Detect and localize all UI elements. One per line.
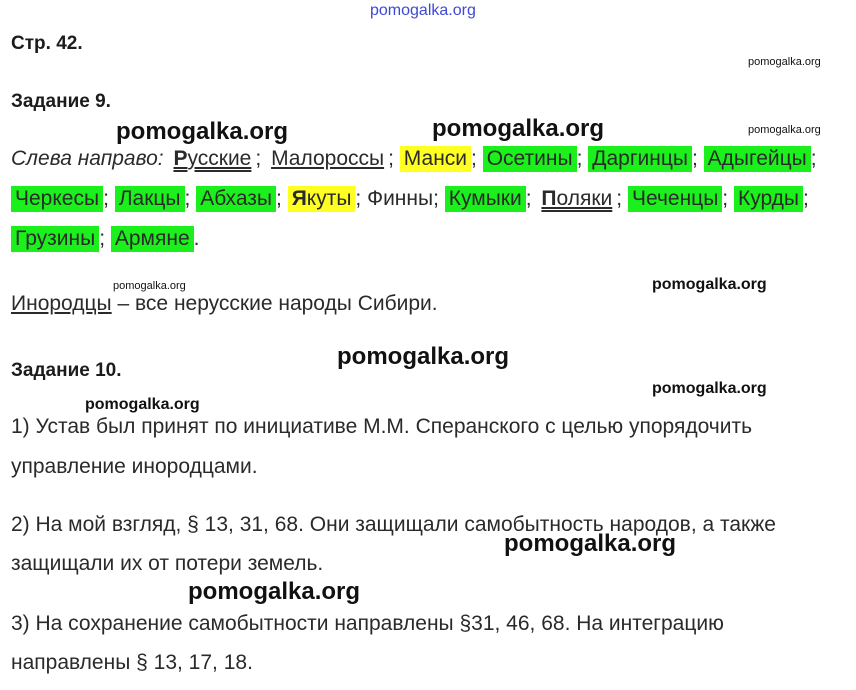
ethnic-group-item bbox=[169, 146, 255, 172]
list-separator: . bbox=[193, 227, 200, 250]
list-separator: ; bbox=[691, 147, 698, 170]
list-separator: ; bbox=[810, 147, 817, 170]
ethnic-group-prefix: Грузины bbox=[15, 227, 96, 250]
answer-1-line-2: управление инородцами. bbox=[11, 455, 258, 478]
answer-3-line-2: направлены § 13, 17, 18. bbox=[11, 651, 253, 674]
ethnic-group-prefix: Кумыки bbox=[448, 187, 522, 210]
ethnic-group-prefix: Абхазы bbox=[200, 187, 272, 210]
ethnic-group-prefix: Черкесы bbox=[15, 187, 100, 210]
ethnic-group-item bbox=[288, 186, 356, 212]
answer-1-line-1: 1) Устав был принят по инициативе М.М. Сперанского с целью упорядочить bbox=[11, 415, 753, 438]
ethnic-group-item bbox=[400, 146, 471, 172]
definition-text: – все нерусские народы Сибири. bbox=[111, 292, 438, 315]
ethnic-group-prefix: Манси bbox=[403, 147, 468, 170]
list-separator: ; bbox=[388, 147, 394, 170]
page-label: Стр. 42. bbox=[11, 33, 83, 54]
watermark-small: pomogalka.org bbox=[748, 56, 821, 68]
watermark-large: pomogalka.org bbox=[432, 115, 605, 142]
ethnic-group-item bbox=[734, 186, 803, 212]
ethnic-group-item bbox=[11, 186, 103, 212]
ethnic-group-rest: Малороссы bbox=[271, 147, 385, 170]
ethnic-group-item bbox=[483, 146, 577, 172]
ethnic-group-item bbox=[11, 226, 99, 252]
ethnic-group-prefix: Лакцы bbox=[118, 187, 181, 210]
ethnic-group-prefix: П bbox=[541, 187, 557, 210]
ethnic-group-rest: усские bbox=[187, 147, 252, 170]
watermark-medium: pomogalka.org bbox=[652, 276, 767, 293]
ethnic-list-line-1 bbox=[11, 146, 817, 172]
list-separator: ; bbox=[722, 187, 729, 210]
ethnic-list-line-3 bbox=[11, 226, 200, 252]
watermark-medium: pomogalka.org bbox=[652, 380, 767, 397]
list-separator: ; bbox=[276, 187, 282, 210]
list-separator: ; bbox=[99, 227, 106, 250]
watermark-small: pomogalka.org bbox=[113, 280, 186, 292]
list-separator: ; bbox=[255, 147, 262, 170]
list-lead: Слева направо: bbox=[11, 147, 164, 170]
ethnic-group-prefix: Курды bbox=[737, 187, 800, 210]
ethnic-group-item bbox=[267, 146, 388, 172]
list-separator: ; bbox=[433, 187, 439, 210]
ethnic-list-line-2 bbox=[11, 186, 809, 212]
definition-term: Инородцы bbox=[11, 292, 112, 315]
list-separator: ; bbox=[103, 187, 109, 210]
ethnic-group-prefix: Чеченцы bbox=[631, 187, 719, 210]
list-separator: ; bbox=[803, 187, 809, 210]
ethnic-group-item bbox=[704, 146, 811, 172]
watermark-medium: pomogalka.org bbox=[85, 396, 200, 413]
ethnic-group-item bbox=[111, 226, 194, 252]
ethnic-group-prefix: Финны bbox=[367, 187, 434, 210]
answer-3-line-1: 3) На сохранение самобытности направлены §31, 46, 68. На интеграцию bbox=[11, 612, 724, 635]
ethnic-group-prefix: Армяне bbox=[114, 227, 190, 250]
list-separator: ; bbox=[525, 187, 532, 210]
task9-title: Задание 9. bbox=[11, 91, 111, 112]
list-separator: ; bbox=[355, 187, 362, 210]
ethnic-group-item bbox=[628, 186, 722, 212]
ethnic-group-rest: куты bbox=[306, 187, 352, 210]
watermark-top: pomogalka.org bbox=[370, 2, 476, 19]
ethnic-group-item bbox=[367, 186, 433, 212]
answer-2-line-2: защищали их от потери земель. bbox=[11, 552, 324, 575]
ethnic-group-item bbox=[115, 186, 185, 212]
ethnic-group-item bbox=[537, 186, 616, 212]
ethnic-group-prefix: Р bbox=[173, 147, 188, 170]
watermark-large: pomogalka.org bbox=[504, 530, 677, 557]
ethnic-group-prefix: Осетины bbox=[486, 147, 573, 170]
watermark-large: pomogalka.org bbox=[337, 343, 510, 370]
ethnic-group-item bbox=[445, 186, 526, 212]
watermark-large: pomogalka.org bbox=[188, 578, 361, 605]
ethnic-group-prefix: Я bbox=[291, 187, 307, 210]
watermark-small: pomogalka.org bbox=[748, 124, 821, 136]
ethnic-group-prefix: Адыгейцы bbox=[707, 147, 807, 170]
answer-2-line-1: 2) На мой взгляд, § 13, 31, 68. Они защищали самобытность народов, а также bbox=[11, 513, 776, 536]
list-separator: ; bbox=[616, 187, 623, 210]
definition bbox=[11, 291, 438, 317]
watermark-large: pomogalka.org bbox=[116, 118, 289, 145]
task10-title: Задание 10. bbox=[11, 360, 122, 381]
ethnic-group-item bbox=[588, 146, 692, 172]
ethnic-group-item bbox=[196, 186, 276, 212]
list-separator: ; bbox=[184, 187, 191, 210]
ethnic-group-rest: оляки bbox=[556, 187, 613, 210]
ethnic-group-prefix: Даргинцы bbox=[592, 147, 688, 170]
list-separator: ; bbox=[471, 147, 477, 170]
list-separator: ; bbox=[576, 147, 583, 170]
